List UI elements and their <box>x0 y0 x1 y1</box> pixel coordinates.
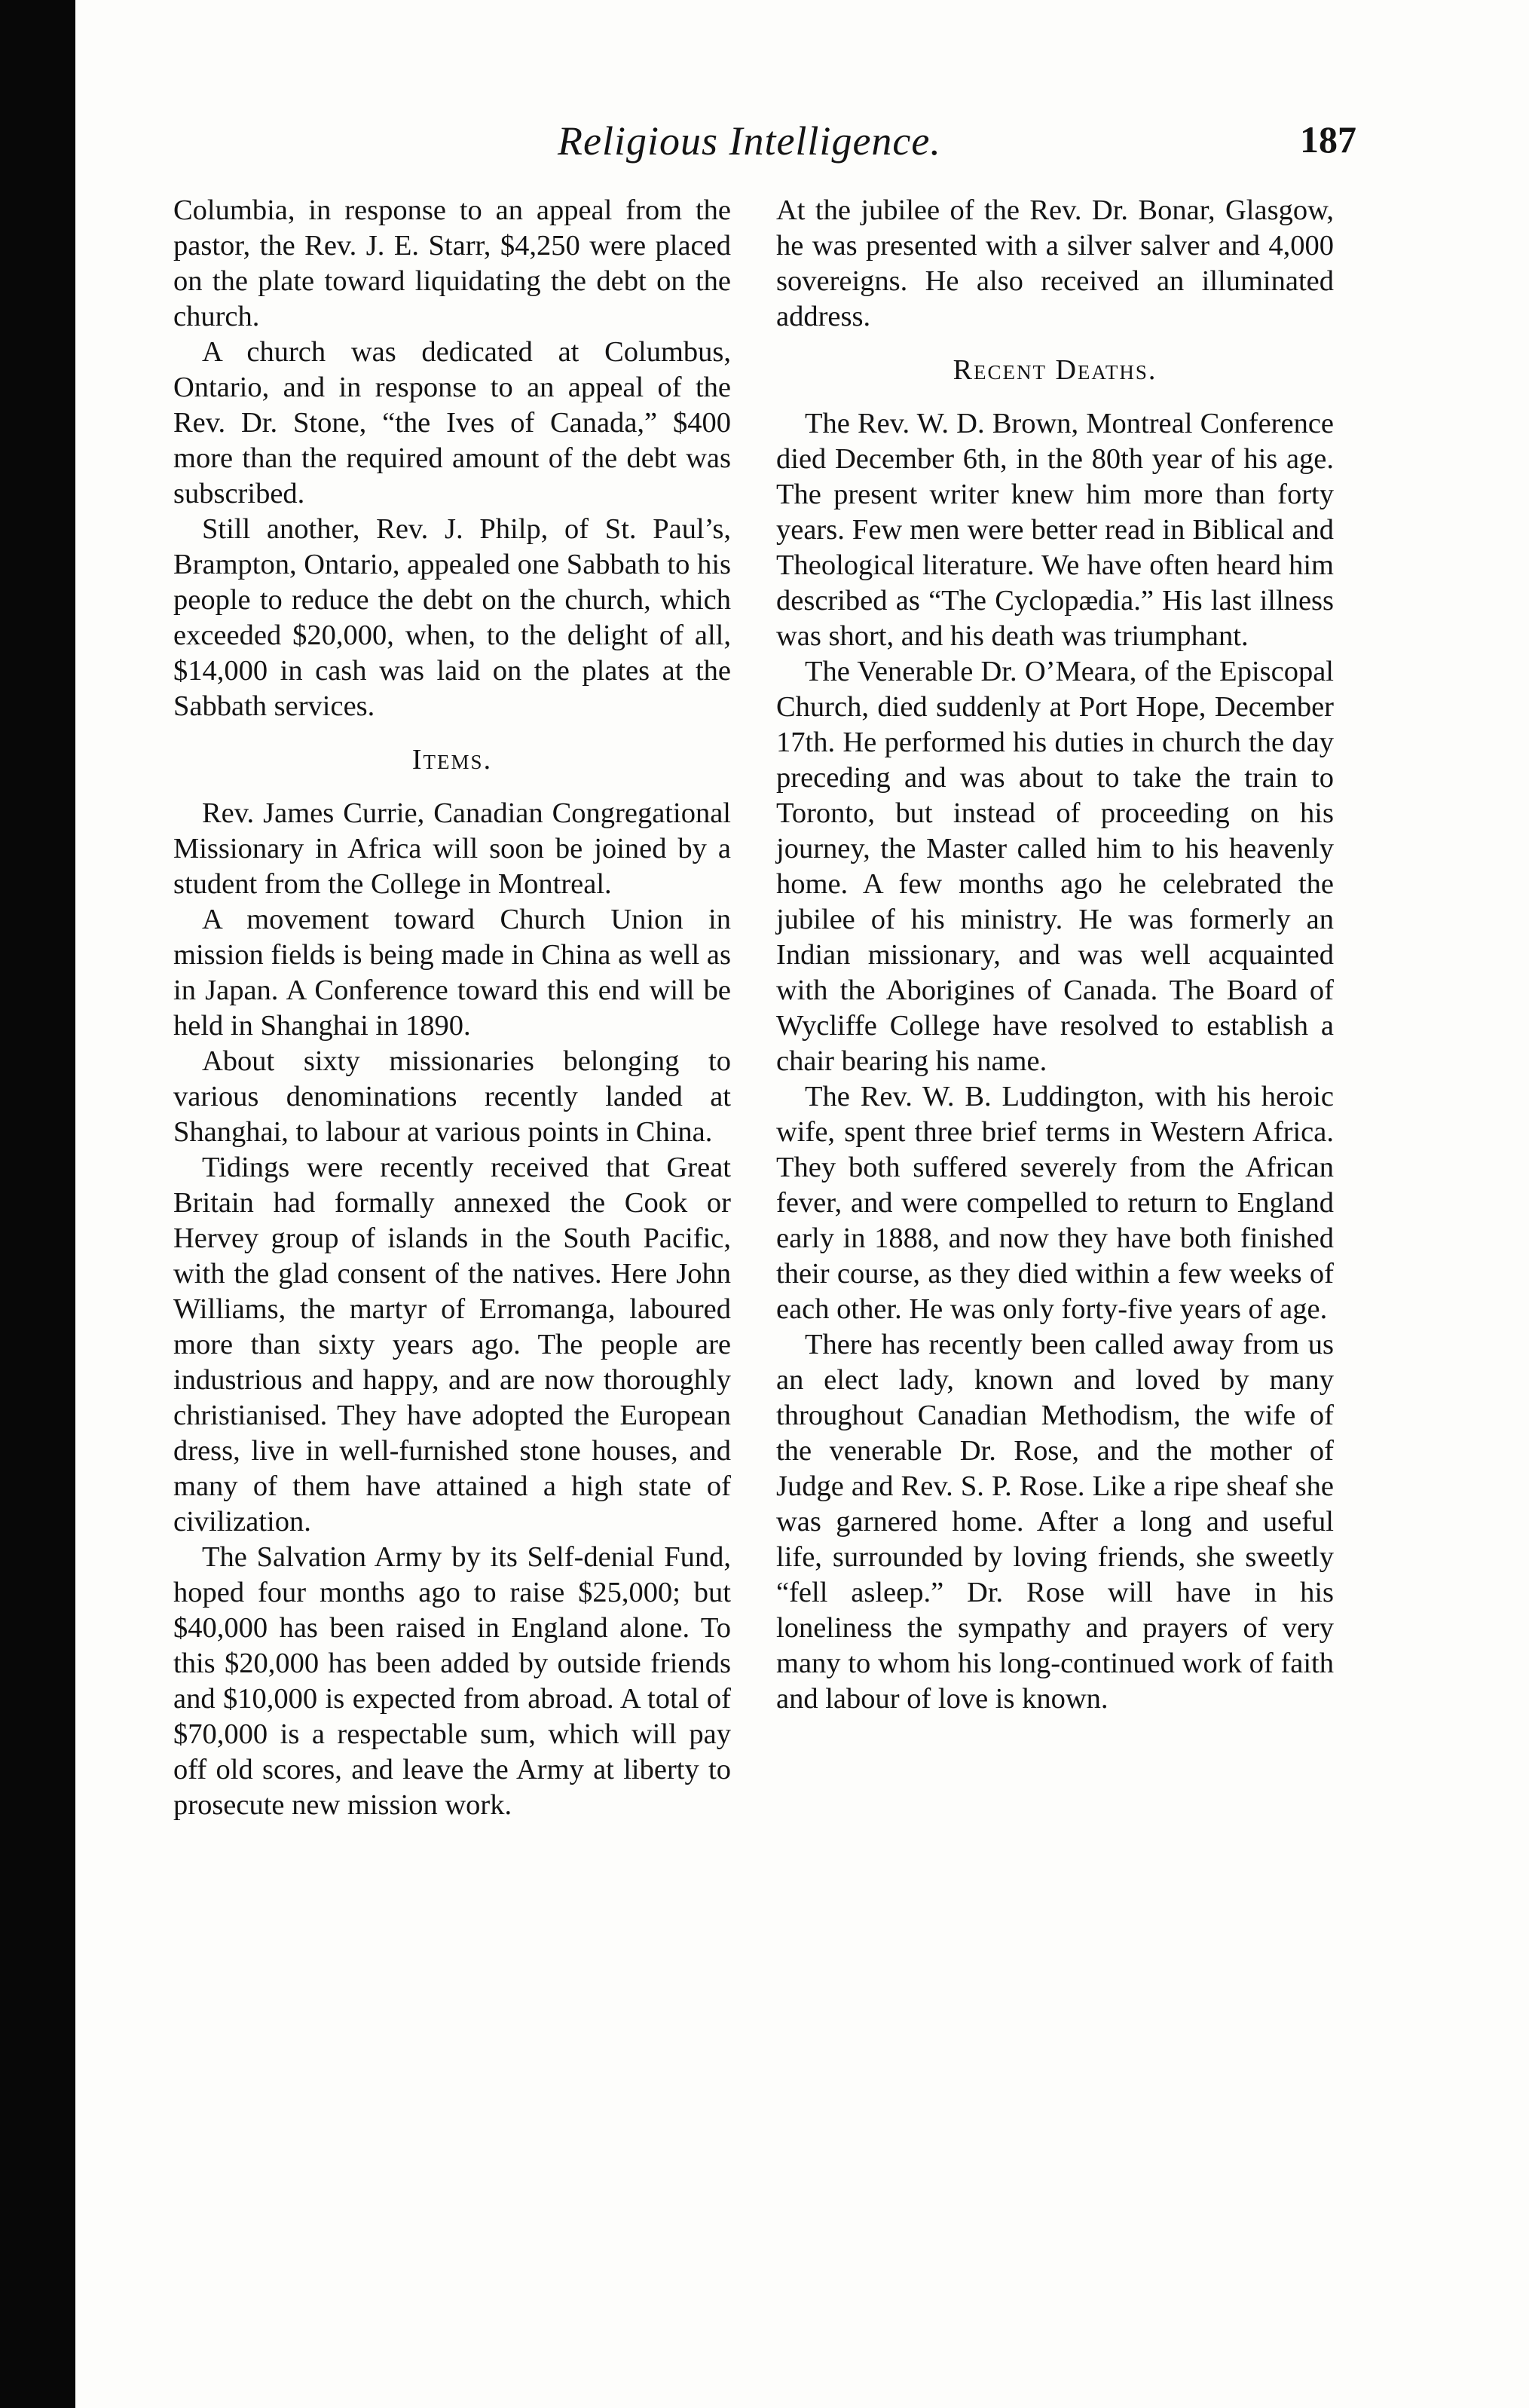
running-head: Religious Intelligence. <box>558 118 941 164</box>
left-column <box>173 193 731 1823</box>
paragraph-luddington: The Rev. W. B. Luddington, with his heroic wife, spent three brief terms in Western Africa. They both suffered severely from the African fever, and were compelled to return to England early in 1888, and now they have both finished their course, as they died within a few weeks of each other. He was only forty-five years of age. <box>776 1081 1334 1325</box>
paragraph-wd-brown: The Rev. W. D. Brown, Montreal Conference died December 6th, in the 80th year of his age. The present writer knew him more than forty years. Few men were better read in Biblical and Theological literature. We have often heard him described as “The Cyclopædia.” His last illness was short, and his death was triumphant. <box>776 408 1334 652</box>
paragraph-bonar-jubilee: At the jubilee of the Rev. Dr. Bonar, Glasgow, he was presented with a silver salver and 4,000 sovereigns. He also received an illuminated address. <box>776 194 1334 332</box>
paragraph-omeara: The Venerable Dr. O’Meara, of the Episcopal Church, died suddenly at Port Hope, December 17th. He performed his duties in church the day preceding and was about to take the train to Toronto, but instead of proceeding on his journey, the Master called him to his heavenly home. A few months ago he celebrated the jubilee of his ministry. He was formerly an Indian missionary, and was well acquainted with the Aborigines of Canada. The Board of Wycliffe College have resolved to establish a chair bearing his name. <box>776 656 1334 1077</box>
paragraph-shanghai-missionaries: About sixty missionaries belonging to various denominations recently landed at Shanghai, to labour at various points in China. <box>173 1045 731 1148</box>
page <box>173 113 1356 2344</box>
paragraph-cook-islands: Tidings were recently received that Great Britain had formally annexed the Cook or Hervey group of islands in the South Pacific, with the glad consent of the natives. Here John Williams, the martyr of Erromanga, laboured more than sixty years ago. The people are industrious and happy, and are now thoroughly christianised. They have adopted the European dress, live in well-furnished stone houses, and many of them have attained a high state of civilization. <box>173 1152 731 1538</box>
paragraph-salvation-army: The Salvation Army by its Self-denial Fund, hoped four months ago to raise $25,000; but $40,000 has been raised in England alone. To this $20,000 has been added by outside friends and $10,000 is expected from abroad. A total of $70,000 is a respectable sum, which will pay off old scores, and leave the Army at liberty to prosecute new mission work. <box>173 1541 731 1821</box>
paragraph-columbus-church: A church was dedicated at Columbus, Ontario, and in response to an appeal of the Rev. Dr. Stone, “the Ives of Canada,” $400 more than the required amount of the debt was subscribed. <box>173 336 731 509</box>
section-heading-items: Items. <box>411 744 493 776</box>
paragraph-church-union: A movement toward Church Union in mission fields is being made in China as well as in Japan. A Conference toward this end will be held in Shanghai in 1890. <box>173 904 731 1042</box>
right-column <box>776 193 1334 1717</box>
paragraph-columbia-continued: Columbia, in response to an appeal from the pastor, the Rev. J. E. Starr, $4,250 were placed on the plate toward liquidating the debt on the church. <box>173 194 731 332</box>
paragraph-james-currie: Rev. James Currie, Canadian Congregational Missionary in Africa will soon be joined by a student from the College in Montreal. <box>173 797 731 900</box>
book-binding-edge <box>0 0 75 2408</box>
page-number: 187 <box>1300 118 1356 161</box>
paragraph-brampton-church: Still another, Rev. J. Philp, of St. Paul’s, Brampton, Ontario, appealed one Sabbath to his people to reduce the debt on the church, which exceeded $20,000, when, to the delight of all, $14,000 in cash was laid on the plates at the Sabbath services. <box>173 513 731 722</box>
paragraph-mrs-rose: There has recently been called away from us an elect lady, known and loved by many throughout Canadian Methodism, the wife of the venerable Dr. Rose, and the mother of Judge and Rev. S. P. Rose. Like a ripe sheaf she was garnered home. After a long and useful life, surrounded by loving friends, she sweetly “fell asleep.” Dr. Rose will have in his loneliness the sympathy and prayers of very many to whom his long-continued work of faith and labour of love is known. <box>776 1329 1334 1715</box>
page-header <box>173 113 1356 181</box>
section-heading-recent-deaths: Recent Deaths. <box>953 354 1157 386</box>
